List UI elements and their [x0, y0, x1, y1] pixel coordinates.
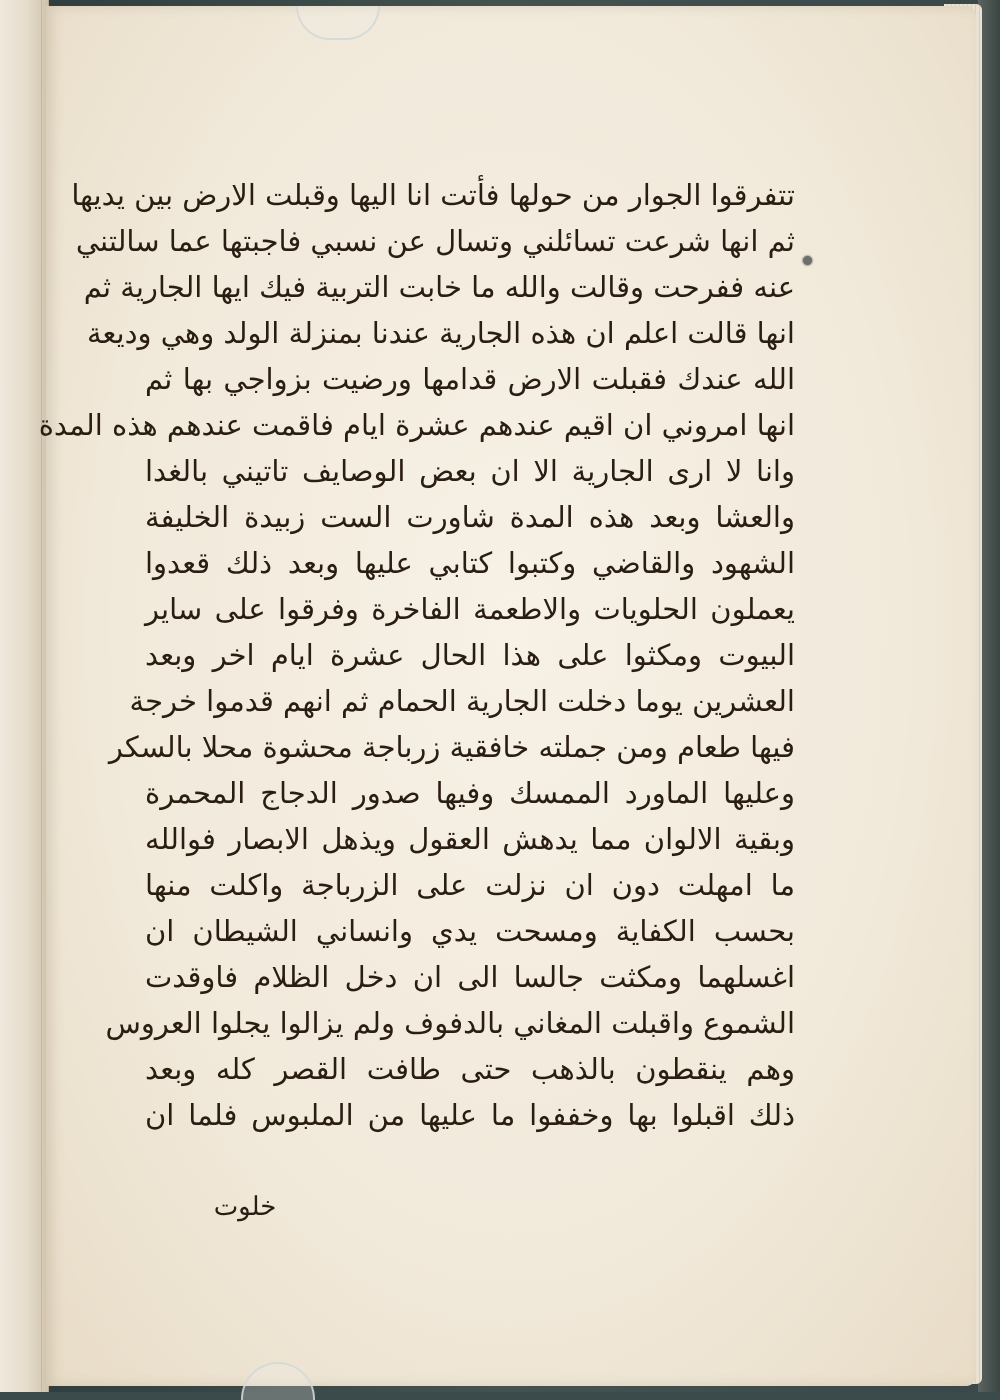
text-line: تتفرقوا الجوار من حولها فأتت انا اليها وقبلت الارض بين يديها: [71, 178, 795, 212]
text-line: بحسب الكفاية ومسحت يدي وانساني الشيطان ان: [145, 914, 795, 948]
text-line: وبقية الالوان مما يدهش العقول ويذهل الابصار فوالله: [145, 822, 795, 856]
text-line: الشموع واقبلت المغاني بالدفوف ولم يزالوا يجلوا العروس: [105, 1006, 795, 1040]
text-line: الشهود والقاضي وكتبوا كتابي عليها وبعد ذلك قعدوا: [145, 546, 795, 580]
catchword: خلوت: [213, 1192, 277, 1222]
plastic-clip-top: [296, 6, 380, 40]
text-line: والعشا وبعد هذه المدة شاورت الست زبيدة الخليفة: [145, 500, 795, 534]
text-line: ثم انها شرعت تسائلني وتسال عن نسبي فاجبتها عما سالتني: [75, 224, 795, 258]
text-line: العشرين يوما دخلت الجارية الحمام ثم انهم قدموا خرجة: [129, 684, 795, 718]
text-line: البيوت ومكثوا على هذا الحال عشرة ايام اخر وبعد: [145, 638, 795, 672]
text-line: ما امهلت دون ان نزلت على الزرباجة واكلت منها: [145, 868, 795, 902]
text-line: يعملون الحلويات والاطعمة الفاخرة وفرقوا على ساير: [145, 592, 795, 626]
manuscript-text-block: [38, 172, 795, 1138]
text-line: اغسلهما ومكثت جالسا الى ان دخل الظلام فاوقدت: [145, 960, 795, 994]
text-line: وانا لا ارى الجارية الا ان بعض الوصايف تاتيني بالغدا: [145, 454, 795, 488]
text-line: انها قالت اعلم ان هذه الجارية عندنا بمنزلة الولد وهي وديعة: [86, 316, 795, 350]
text-line: ذلك اقبلوا بها وخففوا ما عليها من الملبوس فلما ان: [145, 1098, 795, 1132]
text-line: وعليها الماورد الممسك وفيها صدور الدجاج المحمرة: [145, 776, 795, 810]
pin-hole: [803, 256, 812, 265]
text-line: فيها طعام ومن جملته خافقية زرباجة محشوة محلا بالسكر: [108, 730, 795, 764]
facing-page-edge: [0, 0, 49, 1392]
plastic-clip-bottom: [241, 1362, 315, 1400]
text-line: انها امروني ان اقيم عندهم عشرة ايام فاقمت عندهم هذه المدة: [38, 408, 795, 442]
text-line: وهم ينقطون بالذهب حتى طافت القصر كله وبعد: [145, 1052, 795, 1086]
text-line: الله عندك فقبلت الارض قدامها ورضيت بزواجي بها ثم: [145, 362, 795, 396]
text-line: عنه ففرحت وقالت والله ما خابت التربية فيك ايها الجارية ثم: [83, 270, 795, 304]
